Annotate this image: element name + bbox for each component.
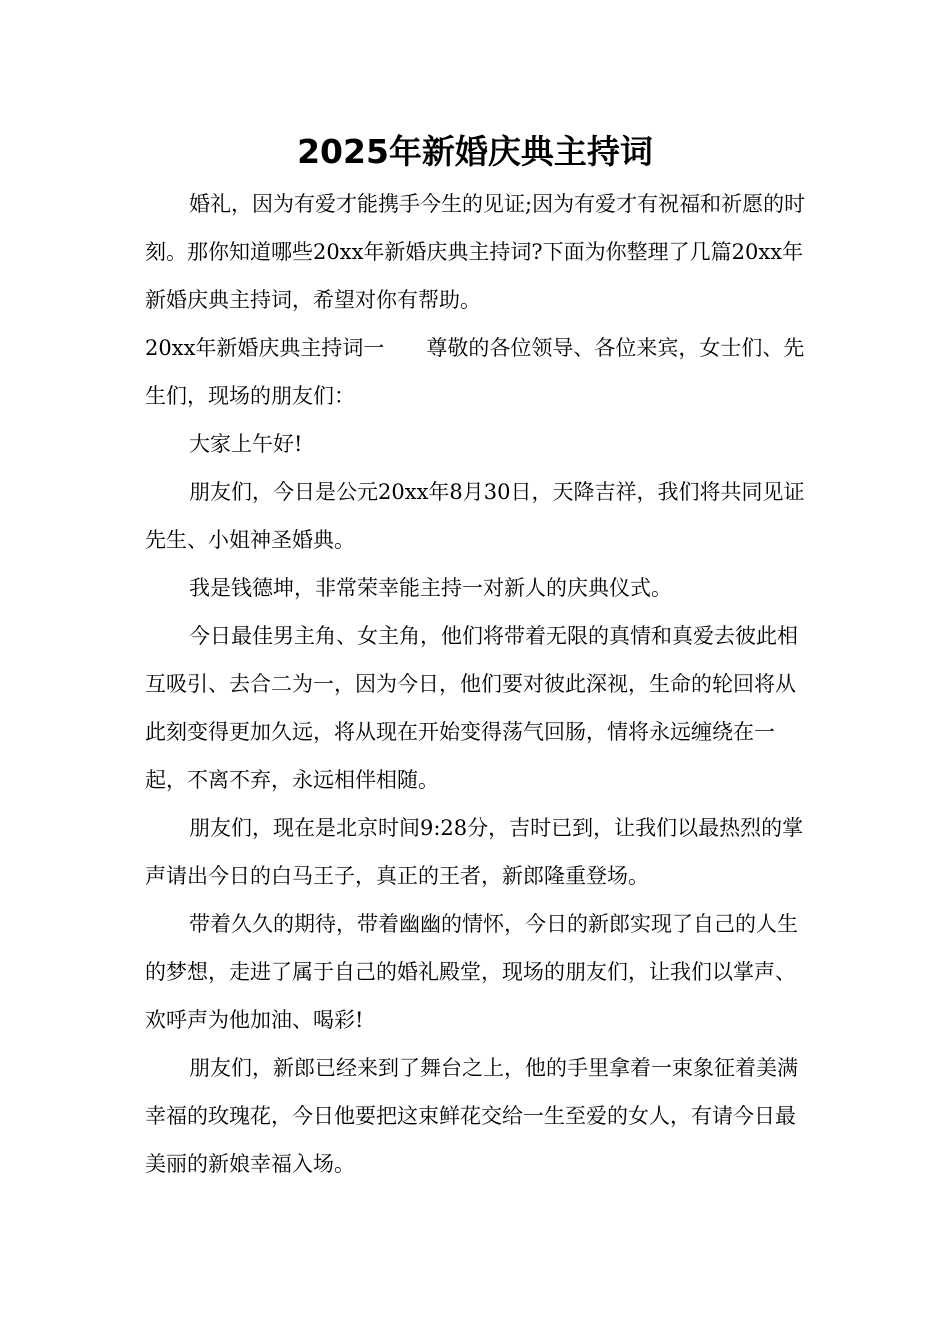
paragraph-date: 朋友们，今日是公元20xx年8月30日，天降吉祥，我们将共同见证先生、小姐神圣婚典。 xyxy=(145,480,805,552)
document-body xyxy=(145,180,810,1188)
paragraph-groom-entrance: 朋友们，现在是北京时间9:28分，吉时已到，让我们以最热烈的掌声请出今日的白马王子，真正的王者，新郎隆重登场。 xyxy=(145,816,804,888)
paragraph-groom-dream: 带着久久的期待，带着幽幽的情怀，今日的新郎实现了自己的人生的梦想，走进了属于自己的婚礼殿堂，现场的朋友们，让我们以掌声、欢呼声为他加油、喝彩! xyxy=(145,912,798,1032)
paragraph-intro: 婚礼，因为有爱才能携手今生的见证;因为有爱才有祝福和祈愿的时刻。那你知道哪些20xx年新婚庆典主持词?下面为你整理了几篇20xx年新婚庆典主持词，希望对你有帮助。 xyxy=(145,192,806,312)
page-title: 2025年新婚庆典主持词 xyxy=(297,132,653,171)
paragraph-greeting: 大家上午好! xyxy=(189,432,303,456)
paragraph-bride-entrance: 朋友们，新郎已经来到了舞台之上，他的手里拿着一束象征着美满幸福的玫瑰花，今日他要把这束鲜花交给一生至爱的女人，有请今日最美丽的新娘幸福入场。 xyxy=(145,1056,798,1176)
paragraph-host: 我是钱德坤，非常荣幸能主持一对新人的庆典仪式。 xyxy=(189,576,672,600)
paragraph-section-heading: 20xx年新婚庆典主持词一 尊敬的各位领导、各位来宾，女士们、先生们，现场的朋友们： xyxy=(145,336,805,408)
paragraph-couple: 今日最佳男主角、女主角，他们将带着无限的真情和真爱去彼此相互吸引、去合二为一，因为今日，他们要对彼此深视，生命的轮回将从此刻变得更加久远，将从现在开始变得荡气回肠，情将永远缠绕在一起，不离不弃，永远相伴相随。 xyxy=(145,624,798,792)
